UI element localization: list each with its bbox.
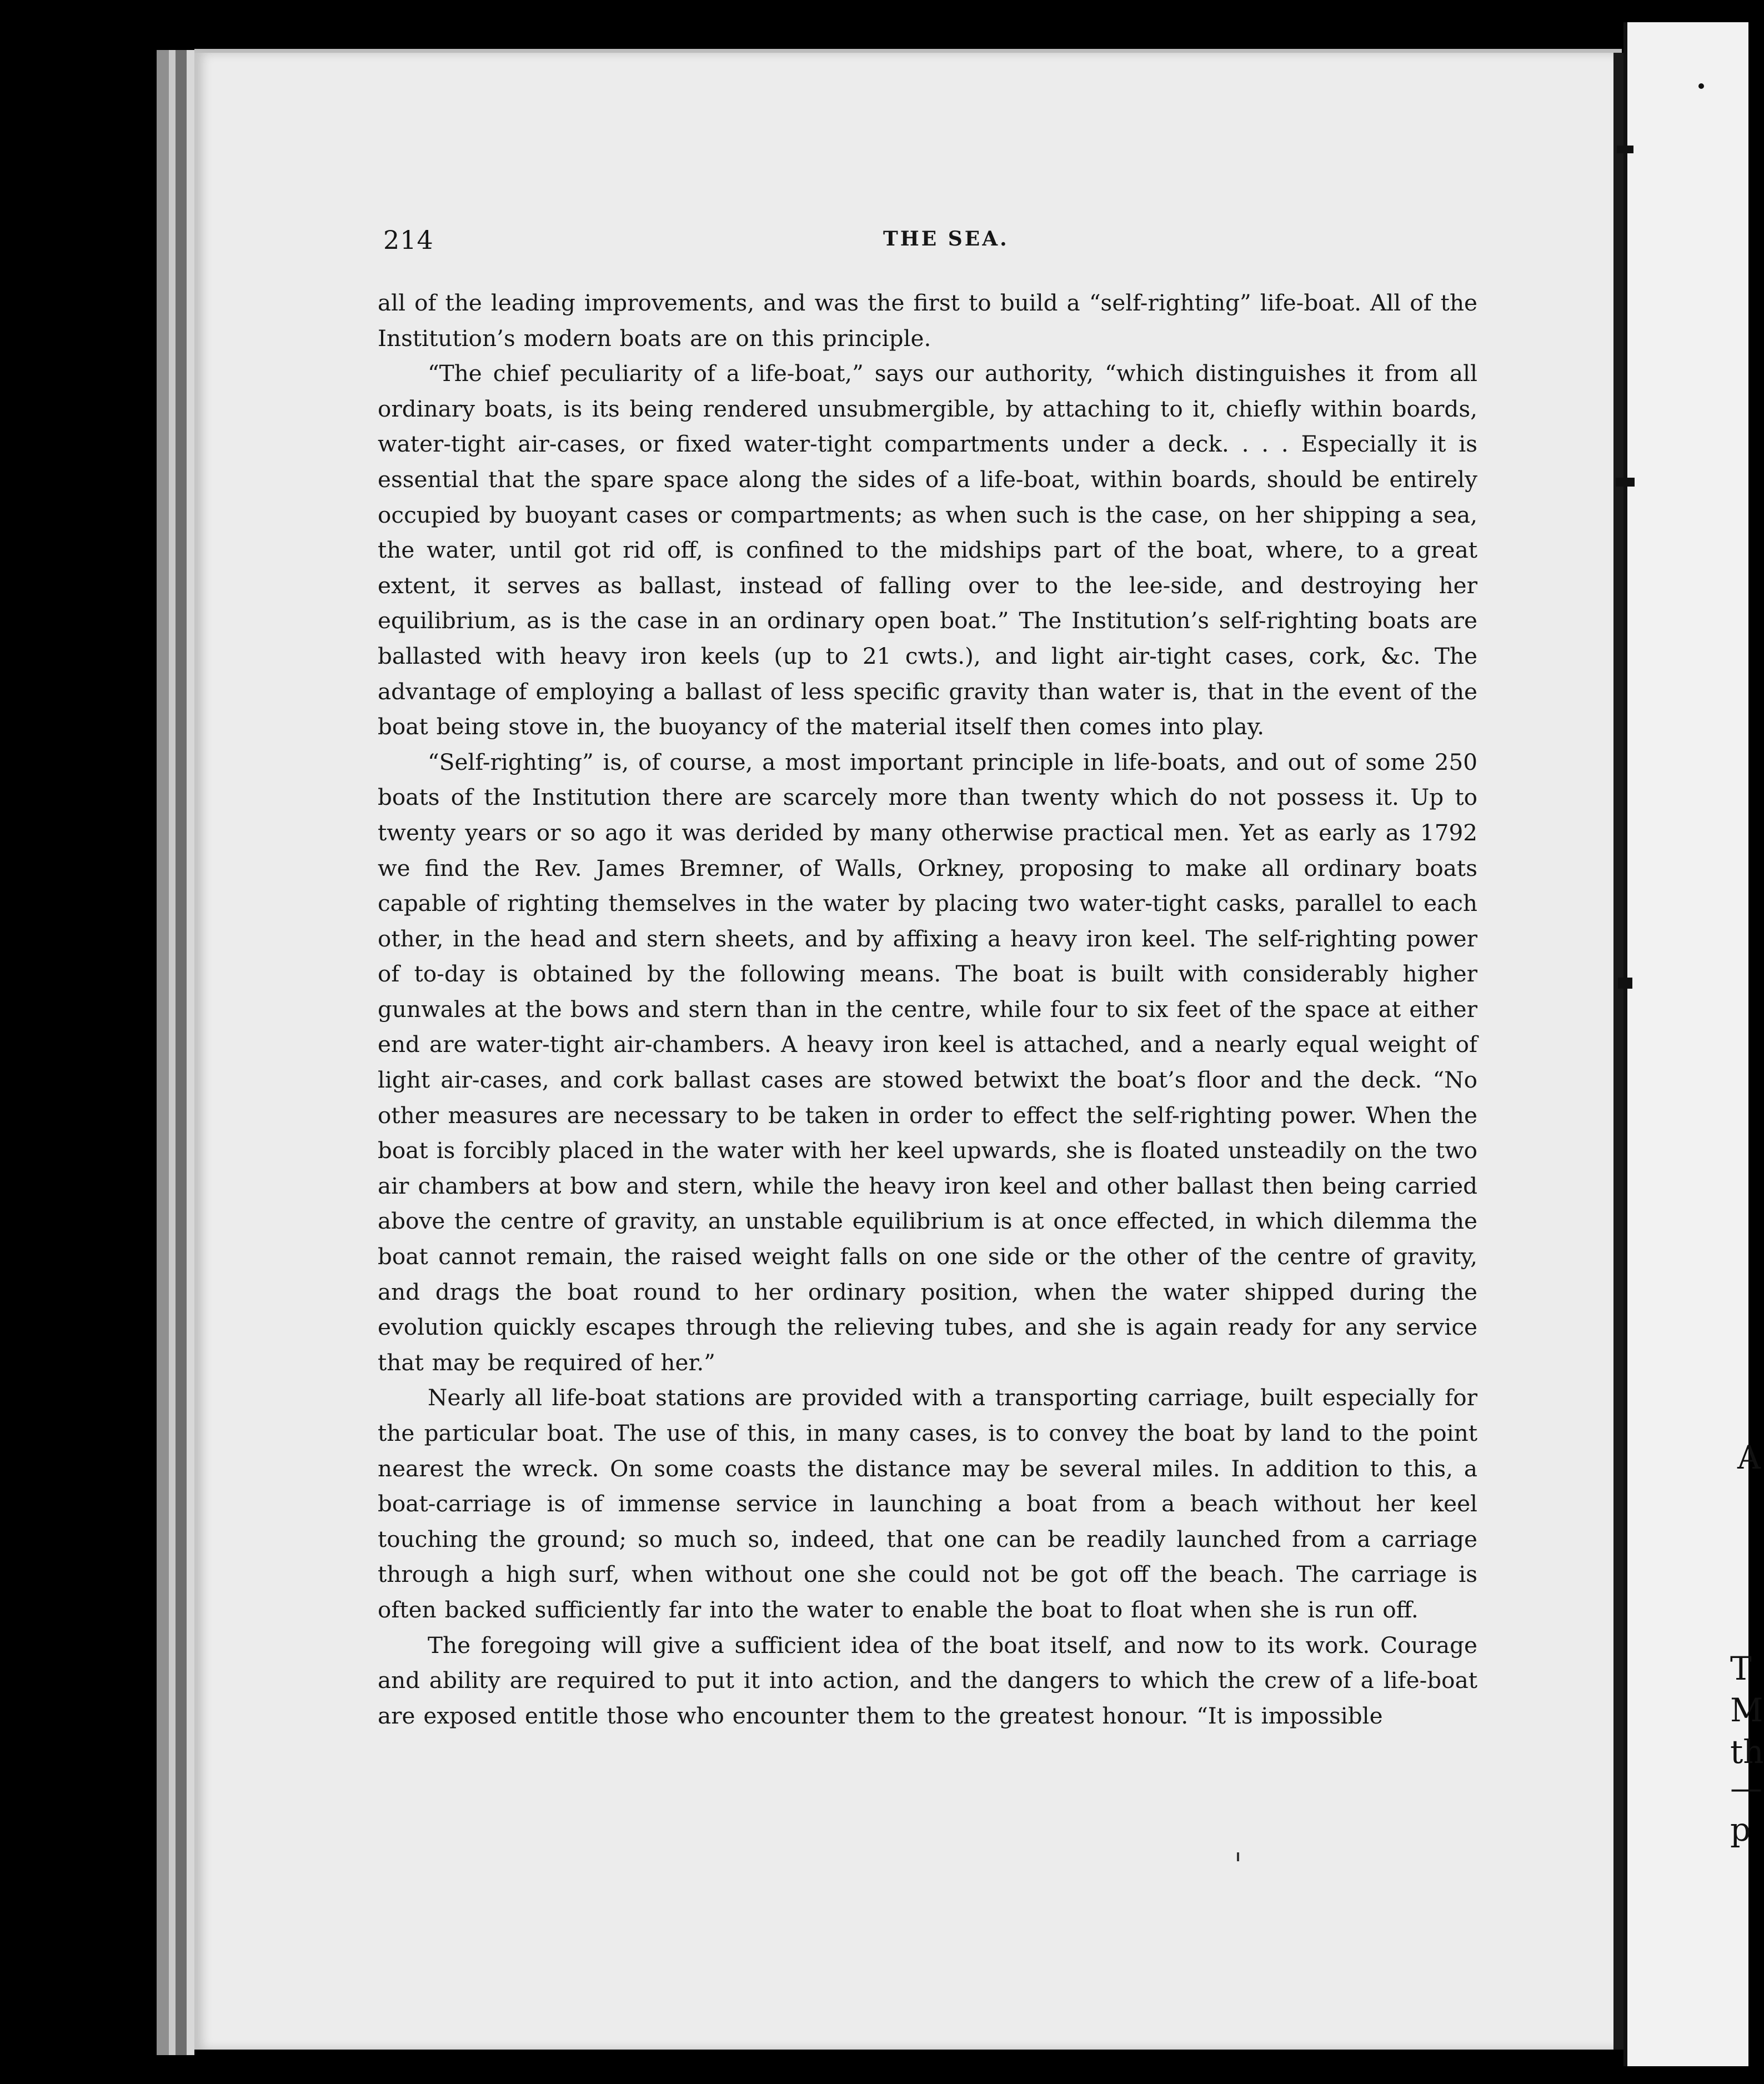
speck bbox=[1237, 1852, 1239, 1861]
facing-page-letter: T bbox=[1730, 1650, 1752, 1687]
facing-page-letter: th bbox=[1730, 1733, 1764, 1771]
facing-page-letter: p bbox=[1730, 1811, 1751, 1848]
book-edge bbox=[157, 50, 169, 2055]
paragraph: Nearly all life-boat stations are provided with a transporting carriage, built especially for the particular boat. The use of this, in many cases, is to convey the boat by land to the point nearest the wreck. On some coasts the distance may be several miles. In addition to this, a boat-carriage is of immense service in launching a boat from a beach without her keel touching the ground; so much so, indeed, that one can be readily launched from a carriage through a high surf, when without one she could not be got off the beach. The carriage is often backed sufficiently far into the water to enable the boat to float when she is run off. bbox=[378, 1384, 1477, 1623]
facing-page-letter: — bbox=[1730, 1769, 1762, 1807]
page-gutter bbox=[1613, 53, 1623, 2050]
book-edge bbox=[176, 50, 187, 2055]
facing-page-letter: M bbox=[1730, 1691, 1763, 1729]
page-header bbox=[383, 225, 1483, 264]
body-text bbox=[378, 285, 1477, 1734]
binding-mark bbox=[1617, 146, 1633, 153]
paragraph: all of the leading improvements, and was the first to build a “self-righting” life-boat. All of the Institution’s modern boats are on this principle. bbox=[378, 289, 1477, 352]
book-edge bbox=[187, 50, 194, 2055]
book-edge bbox=[169, 50, 176, 2055]
page-number: 214 bbox=[383, 225, 434, 255]
binding-line bbox=[1623, 22, 1627, 2066]
paragraph: The foregoing will give a sufficient idea of the boat itself, and now to its work. Courage and ability are required to put it into action, and the dangers to which the crew of a life-boat are exposed entitle those who encounter them to the greatest honour. “It is impossible bbox=[378, 1631, 1477, 1729]
binding-mark bbox=[1616, 478, 1635, 487]
binding-mark bbox=[1618, 978, 1632, 989]
paragraph: “Self-righting” is, of course, a most important principle in life-boats, and out of some 250 boats of the Institution there are scarcely more than twenty which do not possess it. Up to twenty years or so ago it was derided by many otherwise practical men. Yet as early as 1792 we find the Rev. James Bremner, of Walls, Orkney, proposing to make all ordinary boats capable of righting themselves in the water by placing two water-tight casks, parallel to each other, in the head and stern sheets, and by affixing a heavy iron keel. The self-righting power of to-day is obtained by the following means. The boat is built with considerably higher gunwales at the bows and stern than in the centre, while four to six feet of the space at either end are water-tight air-chambers. A heavy iron keel is attached, and a nearly equal weight of light air-cases, and cork ballast cases are stowed betwixt the boat’s floor and the deck. “No other measures are necessary to be taken in order to effect the self-righting power. When the boat is forcibly placed in the water with her keel upwards, she is floated unsteadily on the two air chambers at bow and stern, while the heavy iron keel and other ballast then being carried above the centre of gravity, an unstable equilibrium is at once effected, in which dilemma the boat cannot remain, the raised weight falls on one side or the other of the centre of gravity, and drags the boat round to her ordinary position, when the water shipped during the evolution quickly escapes through the relieving tubes, and she is again ready for any service that may be required of her.” bbox=[378, 748, 1477, 1376]
paragraph: “The chief peculiarity of a life-boat,” says our authority, “which distinguishes it from all ordinary boats, is its being rendered unsubmergible, by attaching to it, chiefly within boards, water-tight air-cases, or fixed water-tight compartments under a deck. . . . Especially it is essential that the spare space along the sides of a life-boat, within boards, should be entirely occupied by buoyant cases or compartments; as when such is the case, on her shipping a sea, the water, until got rid off, is confined to the midships part of the boat, where, to a great extent, it serves as ballast, instead of falling over to the lee-side, and destroying her equilibrium, as is the case in an ordinary open boat.” The Institution’s self-righting boats are ballasted with heavy iron keels (up to 21 cwts.), and light air-tight cases, cork, &c. The advantage of employing a ballast of less specific gravity than water is, that in the event of the boat being stove in, the buoyancy of the material itself then comes into play. bbox=[378, 360, 1477, 740]
speck bbox=[1698, 83, 1704, 89]
running-title: THE SEA. bbox=[883, 227, 1009, 251]
facing-page-letter: A bbox=[1737, 1439, 1761, 1476]
facing-page-fragment bbox=[1623, 22, 1764, 2066]
